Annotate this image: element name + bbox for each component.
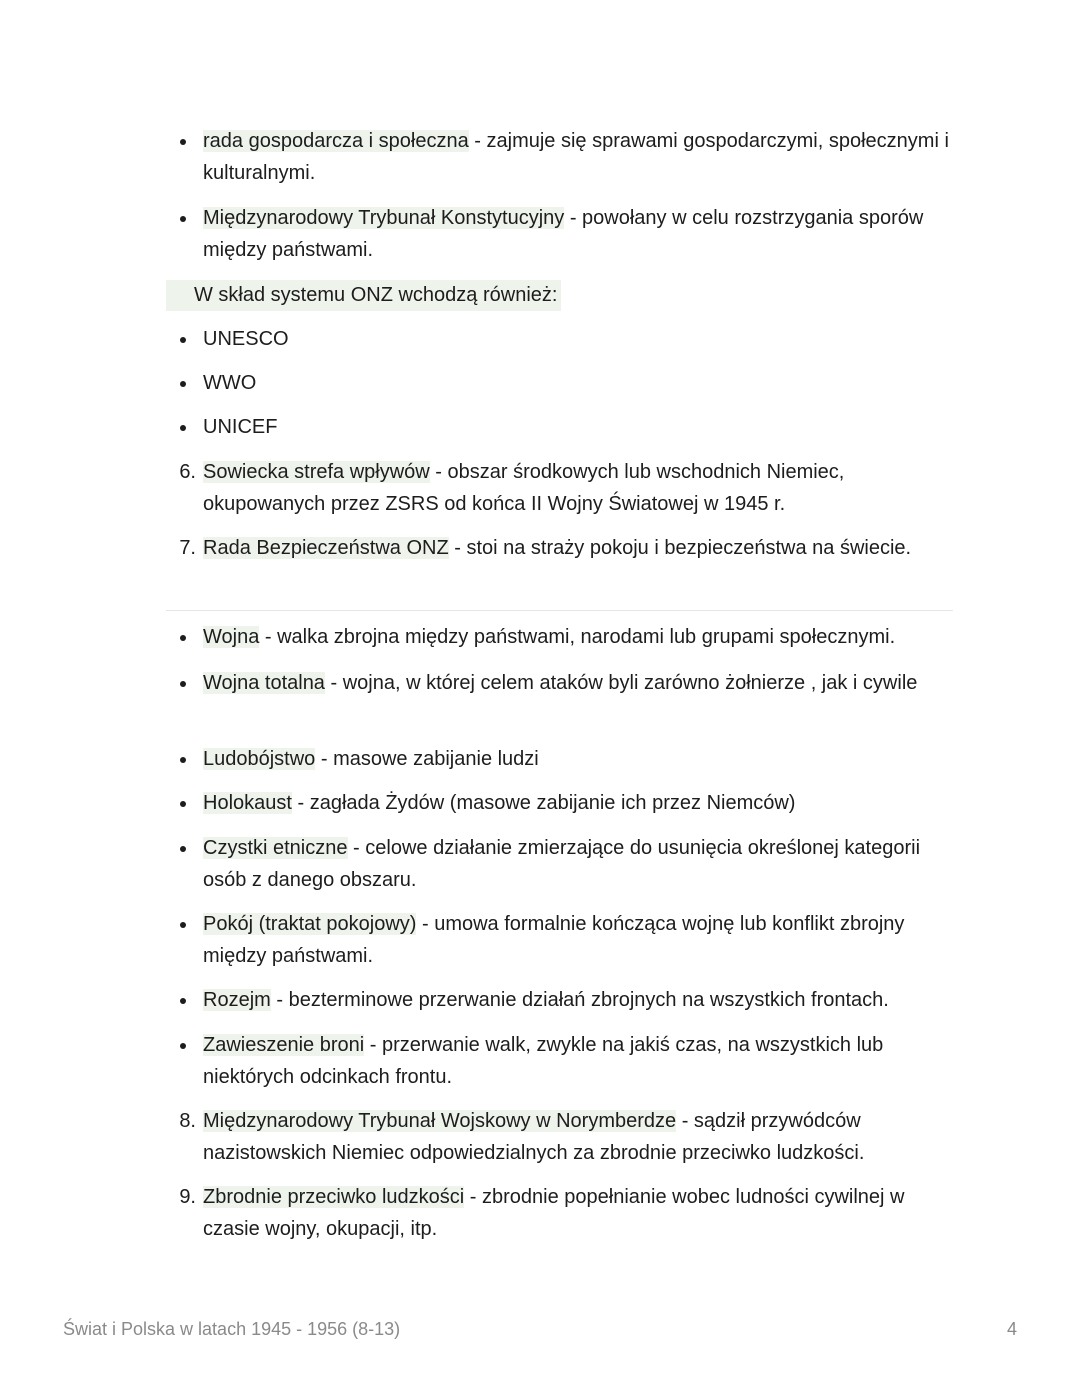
bullet-icon bbox=[180, 998, 186, 1004]
term: Rada Bezpieczeństwa ONZ bbox=[203, 537, 449, 559]
numbered-item bbox=[170, 457, 960, 520]
list-item bbox=[170, 833, 960, 896]
bullet-icon bbox=[180, 635, 186, 641]
bullet-icon bbox=[180, 139, 186, 145]
list-item bbox=[170, 909, 960, 972]
numbered-item bbox=[170, 533, 960, 565]
page-number: 4 bbox=[1006, 1319, 1017, 1339]
term: rada gospodarcza i społeczna bbox=[203, 130, 469, 152]
definition: - powołany w celu rozstrzygania sporów między państwami. bbox=[203, 207, 924, 261]
term: Wojna totalna bbox=[203, 672, 325, 694]
bullet-icon bbox=[180, 922, 186, 928]
numbered-item bbox=[170, 1106, 960, 1169]
item-number: 7. bbox=[179, 537, 196, 559]
item-number: 9. bbox=[179, 1186, 196, 1208]
item-number: 6. bbox=[179, 461, 196, 483]
definition: - wojna, w której celem ataków byli zarówno żołnierze , jak i cywile bbox=[324, 672, 918, 694]
term: Sowiecka strefa wpływów bbox=[203, 461, 430, 483]
footer-title: Świat i Polska w latach 1945 - 1956 (8-13) bbox=[63, 1319, 401, 1339]
list-item bbox=[170, 126, 960, 189]
definition: - zajmuje się sprawami gospodarczymi, społecznymi i kulturalnymi. bbox=[203, 130, 949, 184]
term: Holokaust bbox=[203, 792, 292, 814]
bullet-icon bbox=[180, 425, 186, 431]
bullet-icon bbox=[180, 757, 186, 763]
term: Rozejm bbox=[203, 989, 271, 1011]
list-item bbox=[170, 744, 960, 776]
term: Wojna bbox=[203, 626, 260, 648]
note-text: W skład systemu ONZ wchodzą również: bbox=[166, 280, 561, 311]
bullet-icon bbox=[180, 846, 186, 852]
definition: - walka zbrojna między państwami, narodami lub grupami społecznymi. bbox=[259, 626, 896, 648]
definition: - sądził przywódców nazistowskich Niemiec odpowiedzialnych za zbrodnie przeciwko ludzkości. bbox=[203, 1110, 865, 1164]
bullet-icon bbox=[180, 1043, 186, 1049]
definition: - zbrodnie popełnianie wobec ludności cywilnej w czasie wojny, okupacji, itp. bbox=[203, 1186, 905, 1240]
bullet-icon bbox=[180, 681, 186, 687]
term: Międzynarodowy Trybunał Wojskowy w Norymberdze bbox=[203, 1110, 677, 1132]
definition: - bezterminowe przerwanie działań zbrojnych na wszystkich frontach. bbox=[270, 989, 889, 1011]
term: Zawieszenie broni bbox=[203, 1034, 365, 1056]
term: Pokój (traktat pokojowy) bbox=[203, 913, 417, 935]
term: Zbrodnie przeciwko ludzkości bbox=[203, 1186, 465, 1208]
item-number: 8. bbox=[179, 1110, 196, 1132]
term: Ludobójstwo bbox=[203, 748, 316, 770]
definition: - przerwanie walk, zwykle na jakiś czas, na wszystkich lub niektórych odcinkach frontu. bbox=[203, 1034, 884, 1088]
org-name: WWO bbox=[203, 372, 257, 394]
org-name: UNICEF bbox=[203, 416, 278, 438]
list-item bbox=[170, 203, 960, 266]
bullet-icon bbox=[180, 337, 186, 343]
divider bbox=[166, 610, 953, 611]
org-name: UNESCO bbox=[203, 328, 289, 350]
definition: - zagłada Żydów (masowe zabijanie ich przez Niemców) bbox=[291, 792, 796, 814]
definition: - stoi na straży pokoju i bezpieczeństwa na świecie. bbox=[448, 537, 912, 559]
definition: - umowa formalnie kończąca wojnę lub konflikt zbrojny między państwami. bbox=[203, 913, 905, 967]
bullet-icon bbox=[180, 381, 186, 387]
term: Czystki etniczne bbox=[203, 837, 348, 859]
definition: - obszar środkowych lub wschodnich Niemiec, okupowanych przez ZSRS od końca II Wojny Światowej w 1945 r. bbox=[203, 461, 845, 515]
definition: - celowe działanie zmierzające do usunięcia określonej kategorii osób z danego obszaru. bbox=[203, 837, 921, 891]
term: Międzynarodowy Trybunał Konstytucyjny bbox=[203, 207, 565, 229]
list-item bbox=[170, 412, 960, 444]
list-item bbox=[170, 668, 960, 700]
bullet-icon bbox=[180, 801, 186, 807]
definition: - masowe zabijanie ludzi bbox=[315, 748, 539, 770]
list-item bbox=[170, 324, 960, 356]
numbered-item bbox=[170, 1182, 960, 1245]
list-item bbox=[170, 985, 960, 1017]
list-item bbox=[170, 1030, 960, 1093]
bullet-icon bbox=[180, 216, 186, 222]
list-item bbox=[170, 788, 960, 820]
list-item bbox=[170, 622, 960, 654]
list-item bbox=[170, 368, 960, 400]
